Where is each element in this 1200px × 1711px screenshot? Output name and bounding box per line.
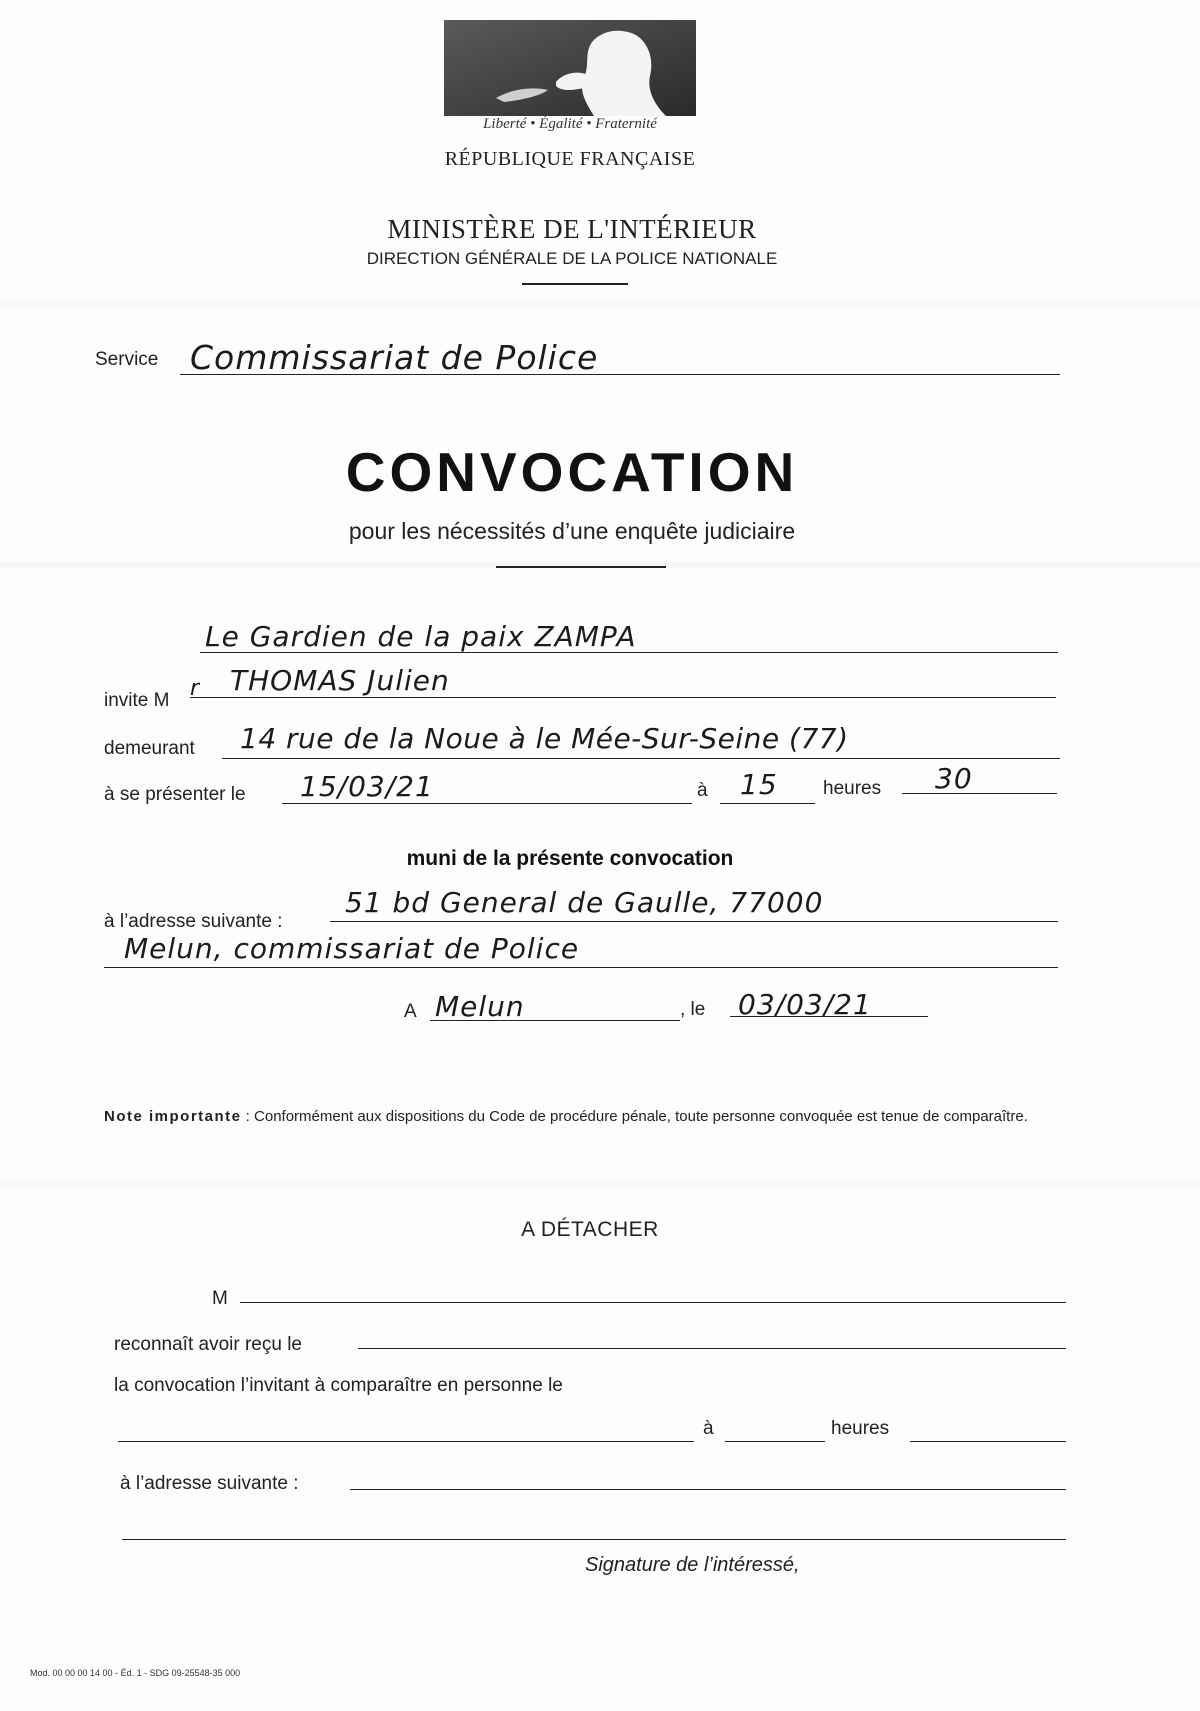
demeurant-label: demeurant	[104, 738, 195, 759]
hour-value: 15	[740, 768, 778, 801]
lieu-a-label: A	[404, 1001, 417, 1022]
note-bold: Note importante	[104, 1108, 242, 1125]
adresse-label: à l’adresse suivante :	[104, 911, 283, 932]
adresse-line-1	[330, 921, 1058, 922]
adresse-value-2: Melun, commissariat de Police	[124, 932, 580, 965]
presenter-label: à se présenter le	[104, 784, 246, 805]
detach-hour-line[interactable]	[725, 1441, 825, 1442]
detach-recu-line[interactable]	[358, 1348, 1066, 1349]
direction-subtitle: DIRECTION GÉNÉRALE DE LA POLICE NATIONALE	[366, 249, 778, 268]
minutes-value: 30	[935, 762, 973, 795]
date-line	[282, 803, 692, 804]
muni-text: muni de la présente convocation	[406, 847, 734, 870]
invite-line	[190, 697, 1056, 698]
note-importante	[104, 1108, 1064, 1126]
adresse-value-1: 51 bd General de Gaulle, 77000	[345, 886, 824, 919]
service-label: Service	[95, 349, 159, 370]
signature-label: Signature de l’intéressé,	[585, 1554, 800, 1576]
presenter-date: 15/03/21	[300, 770, 434, 803]
lieu-date: 03/03/21	[738, 988, 872, 1021]
detach-adresse-line-1[interactable]	[350, 1489, 1066, 1490]
hour-line	[720, 803, 815, 804]
marianne-logo	[444, 20, 696, 116]
note-text: : Conformément aux dispositions du Code de procédure pénale, toute personne convoquée est tenue de comparaître.	[241, 1108, 1028, 1125]
minutes-line	[902, 793, 1057, 794]
document-title: CONVOCATION	[345, 441, 799, 503]
ministere-title: MINISTÈRE DE L'INTÉRIEUR	[387, 214, 757, 244]
detach-minutes-line[interactable]	[910, 1441, 1066, 1442]
invite-label: invite M	[104, 690, 170, 711]
header-rule	[522, 283, 628, 285]
adresse-line-2	[104, 967, 1058, 968]
detach-recu-label: reconnaît avoir reçu le	[114, 1334, 302, 1355]
heures-label: heures	[823, 778, 882, 799]
detach-date-line[interactable]	[118, 1441, 694, 1442]
paper-fold	[0, 300, 1200, 310]
detach-a-label: à	[703, 1418, 714, 1439]
paper-fold	[0, 1180, 1200, 1190]
detach-m-label: M	[212, 1288, 228, 1309]
detach-adresse-label: à l’adresse suivante :	[120, 1473, 299, 1494]
a-label: à	[697, 780, 708, 801]
lieu-city: Melun	[435, 990, 525, 1023]
detach-heures-label: heures	[831, 1418, 890, 1439]
demeurant-value: 14 rue de la Noue à le Mée-Sur-Seine (77)	[240, 722, 849, 755]
demeurant-line	[222, 758, 1060, 759]
detach-m-line[interactable]	[240, 1302, 1066, 1303]
detach-convocation-label: la convocation l’invitant à comparaître en personne le	[114, 1375, 563, 1396]
paper-fold	[0, 560, 1200, 570]
title-rule	[496, 566, 666, 568]
invite-name: THOMAS Julien	[230, 664, 450, 697]
detach-heading: A DÉTACHER	[521, 1218, 659, 1241]
republique-francaise: RÉPUBLIQUE FRANÇAISE	[444, 148, 696, 170]
devise-text: Liberté • Égalité • Fraternité	[483, 116, 657, 132]
invite-suffix: r	[190, 676, 201, 701]
document-subtitle: pour les nécessités d’une enquête judiciaire	[348, 518, 796, 544]
detach-adresse-line-2[interactable]	[122, 1539, 1066, 1540]
form-reference: Mod. 00 00 00 14 00 - Éd. 1 - SDG 09-25548-35 000	[30, 1668, 241, 1678]
lieu-le-label: , le	[680, 999, 706, 1020]
agent-value: Le Gardien de la paix ZAMPA	[205, 620, 637, 653]
service-value: Commissariat de Police	[190, 338, 599, 377]
